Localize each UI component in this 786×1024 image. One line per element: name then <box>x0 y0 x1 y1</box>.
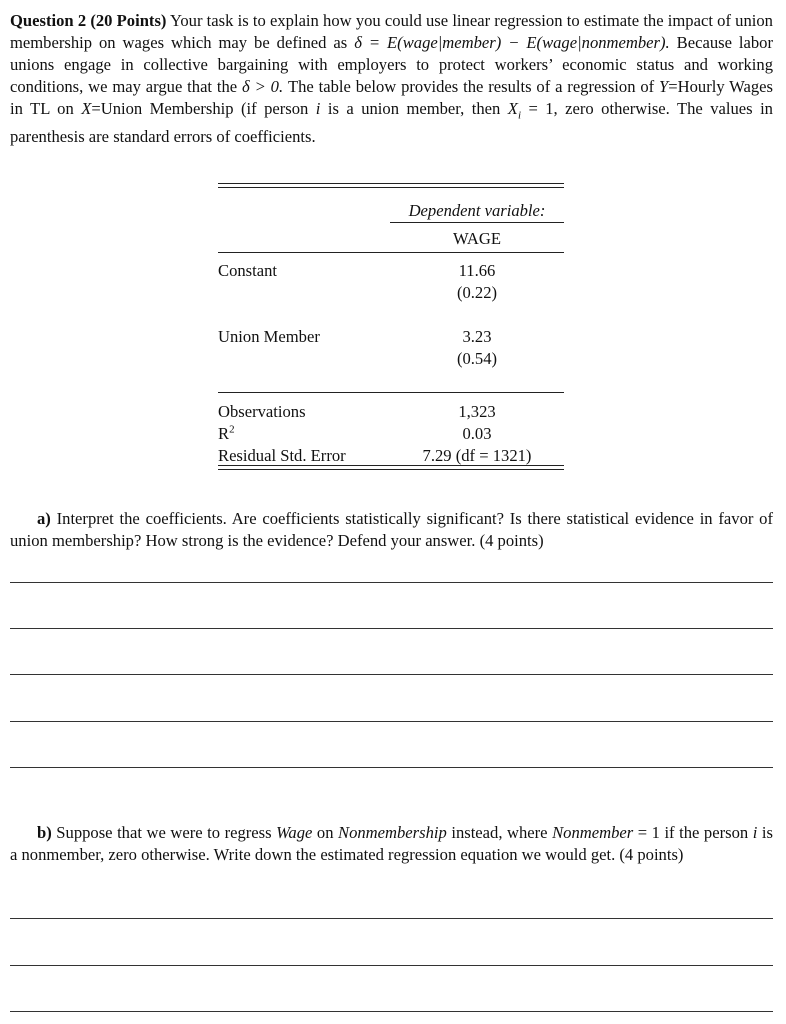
table-bottom-rule-1 <box>218 465 564 466</box>
part-a-text: Interpret the coefficients. Are coefficients statistically significant? Is there statistical evidence in favor of union membership? How strong is the evidence? Defend your answer. (4 points) <box>10 509 773 550</box>
se-constant: (0.22) <box>456 283 498 302</box>
stat-value-observations: 1,323 <box>458 402 496 421</box>
part-b-text-2: on <box>316 823 334 842</box>
answer-line[interactable] <box>10 582 773 583</box>
coef-union-member: 3.23 <box>462 327 492 346</box>
answer-line[interactable] <box>10 674 773 675</box>
part-b-label: b) <box>37 823 52 842</box>
stat-label-observations: Observations <box>218 402 306 421</box>
delta-inequality: δ > 0. <box>242 77 284 96</box>
wage-term: Wage <box>276 823 313 842</box>
intro-text-2: Because labor unions engage in collective bargaining with employers to protect workers’ economic status and working conditions, we may argue that the <box>10 33 774 96</box>
table-top-rule-2 <box>218 187 564 188</box>
nonmembership-term: Nonmembership <box>338 823 447 842</box>
x-variable: X <box>81 99 92 118</box>
stat-label-r2: $R^2$ <box>218 423 235 443</box>
se-union-member: (0.54) <box>456 349 498 368</box>
row-label-constant: Constant <box>218 261 278 280</box>
i-variable: i <box>315 99 321 118</box>
delta-definition: δ = E(wage|member) − E(wage|nonmember). <box>354 33 670 52</box>
xi-variable: X <box>507 99 518 118</box>
question-heading: Question 2 (20 Points) <box>10 11 167 30</box>
part-b-text-3: instead, where <box>451 823 548 842</box>
i-variable-b: i <box>752 823 758 842</box>
part-b-question <box>10 822 773 866</box>
part-b-text-5: is a nonmember, zero otherwise. Write down the estimated regression equation we would get. (4 points) <box>10 823 773 864</box>
answer-line[interactable] <box>10 918 773 919</box>
part-b-text-4: = 1 if the person <box>637 823 749 842</box>
dep-var-underline <box>390 222 564 223</box>
row-label-union-member: Union Member <box>218 327 320 346</box>
answer-line[interactable] <box>10 1011 773 1012</box>
question-intro <box>10 10 773 148</box>
coef-constant: 11.66 <box>458 261 496 280</box>
intro-text-3: The table below provides the results of a regression of <box>287 77 655 96</box>
answer-line[interactable] <box>10 965 773 966</box>
answer-line[interactable] <box>10 721 773 722</box>
intro-text-1: Your task is to explain how you could use linear regression to estimate the impact of union membership on wages which may be defined as <box>10 11 773 52</box>
answer-line[interactable] <box>10 628 773 629</box>
part-b-text-1: Suppose that we were to regress <box>56 823 272 842</box>
part-a-label: a) <box>37 509 51 528</box>
x-definition: =Union Membership (if person <box>91 99 309 118</box>
stat-value-residual-se: 7.29 (df = 1321) <box>422 446 532 465</box>
table-top-rule-1 <box>218 183 564 184</box>
dependent-variable-header: Dependent variable: <box>408 201 546 220</box>
x-definition-3: = 1, zero otherwise. The values in parenthesis are standard errors of coefficients. <box>10 99 773 147</box>
nonmember-term: Nonmember <box>552 823 634 842</box>
header-rule <box>218 252 564 253</box>
part-a-question <box>10 508 773 552</box>
stat-value-r2: 0.03 <box>462 424 492 443</box>
answer-line[interactable] <box>10 767 773 768</box>
stat-label-residual-se: Residual Std. Error <box>218 446 346 465</box>
stats-rule <box>218 392 564 393</box>
y-definition: =Hourly Wages in TL on <box>10 77 774 118</box>
xi-subscript: i <box>517 109 521 122</box>
x-definition-2: is a union member, then <box>327 99 501 118</box>
dependent-variable-name: WAGE <box>453 229 501 248</box>
y-variable: Y <box>659 77 669 96</box>
table-bottom-rule-2 <box>218 469 564 470</box>
